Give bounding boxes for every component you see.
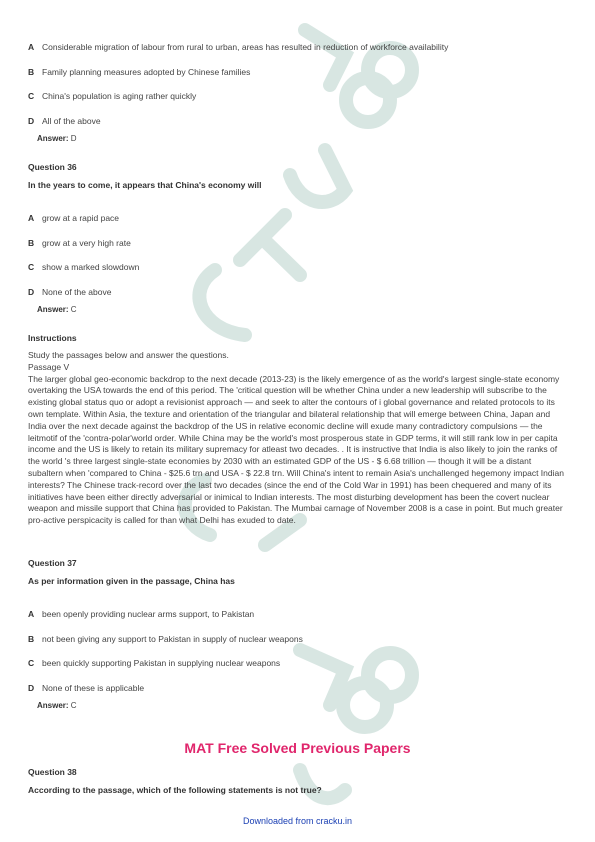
option-c xyxy=(28,658,280,668)
option-text: grow at a very high rate xyxy=(42,238,131,248)
answer-label: Answer: xyxy=(37,305,69,314)
option-d xyxy=(28,287,111,297)
passage-text: The larger global geo-economic backdrop to the next decade (2013-23) is the likely emergence of as the world's largest single-state economy overtaking the USA towards the end of this period. The 'critical question will be whether China under a new leadership will subscribe to the existing global status quo or adopt a revisionist approach — and seek to alter the contours of i global governance and related protocols to its own template. Within Asia, the texture and orientation of the triangular and bilateral relationship that will emerge between China, Japan and India over the next decade against the backdrop of the US in relative economic decline will exude many contradictory compulsions — the leitmotif of the 'contra-polar'world order. While China may be the world's most prosperous state in GDP terms, it will still rank low in per capita income and the US is likely to retain its military supremacy for atleast two decades. . It is instructive that India is also likely to join the ranks of the world 's three largest single-state economies by 2030 with an estimated GDP of the US - $ 6.68 trillion — though it will be a distant subaltern when 'compared to China - $25.6 trn and USA - $ 22.8 trn. Will China's intent to remain Asia's unchallenged hegemony impact Indian interests? The Chinese track-record over the last two decades (since the end of the Cold War in 1991) has been chequered and many of its initiatives have been either directly adversarial or inimical to Indian interests. The most disturbing development has been the covert nuclear weapon and missile support that China has provided to Pakistan. The Mumbai carnage of November 2008 is a case in point. But much greater pro-active perspicacity is called for than what Delhi has exuded to date. xyxy=(28,373,564,526)
question-text: According to the passage, which of the following statements is not true? xyxy=(28,785,322,795)
option-key: A xyxy=(28,609,35,619)
option-text: China's population is aging rather quickly xyxy=(42,91,197,101)
option-c xyxy=(28,262,139,272)
option-key: C xyxy=(28,91,35,101)
option-b xyxy=(28,67,250,77)
option-key: B xyxy=(28,67,35,77)
option-text: Considerable migration of labour from rural to urban, areas has resulted in reduction of workforce availability xyxy=(42,42,449,52)
option-text: grow at a rapid pace xyxy=(42,213,120,223)
option-d xyxy=(28,683,144,693)
option-key: A xyxy=(28,213,35,223)
answer-value: C xyxy=(70,701,77,710)
instructions-intro: Study the passages below and answer the questions. xyxy=(28,350,229,360)
option-key: A xyxy=(28,42,35,52)
question-text: As per information given in the passage, China has xyxy=(28,576,235,586)
option-key: D xyxy=(28,287,35,297)
option-c xyxy=(28,91,196,101)
answer-value: D xyxy=(70,134,77,143)
option-text: not been giving any support to Pakistan in supply of nuclear weapons xyxy=(42,634,303,644)
option-text: been openly providing nuclear arms support, to Pakistan xyxy=(42,609,255,619)
option-text: None of the above xyxy=(42,287,112,297)
option-key: D xyxy=(28,683,35,693)
answer-line xyxy=(37,701,77,710)
option-text: All of the above xyxy=(42,116,101,126)
option-a xyxy=(28,213,119,223)
instructions-heading: Instructions xyxy=(28,333,77,343)
option-key: B xyxy=(28,634,35,644)
option-text: been quickly supporting Pakistan in supplying nuclear weapons xyxy=(42,658,281,668)
answer-value: C xyxy=(70,305,77,314)
question-heading: Question 36 xyxy=(28,162,77,172)
passage-title: Passage V xyxy=(28,361,70,372)
promo-banner-link[interactable]: MAT Free Solved Previous Papers xyxy=(184,740,411,756)
footer-download-link[interactable]: Downloaded from cracku.in xyxy=(242,816,353,826)
option-a xyxy=(28,609,254,619)
answer-line xyxy=(37,305,77,314)
answer-line xyxy=(37,134,77,143)
answer-label: Answer: xyxy=(37,701,69,710)
option-key: C xyxy=(28,262,35,272)
question-heading: Question 37 xyxy=(28,558,77,568)
passage-block xyxy=(28,350,568,527)
option-a xyxy=(28,42,448,52)
option-text: show a marked slowdown xyxy=(42,262,140,272)
question-heading: Question 38 xyxy=(28,767,77,777)
answer-label: Answer: xyxy=(37,134,69,143)
question-text: In the years to come, it appears that China's economy will xyxy=(28,180,262,190)
option-d xyxy=(28,116,101,126)
option-text: None of these is applicable xyxy=(42,683,145,693)
option-key: B xyxy=(28,238,35,248)
option-b xyxy=(28,634,303,644)
option-key: D xyxy=(28,116,35,126)
option-key: C xyxy=(28,658,35,668)
option-b xyxy=(28,238,131,248)
option-text: Family planning measures adopted by Chinese families xyxy=(42,67,251,77)
